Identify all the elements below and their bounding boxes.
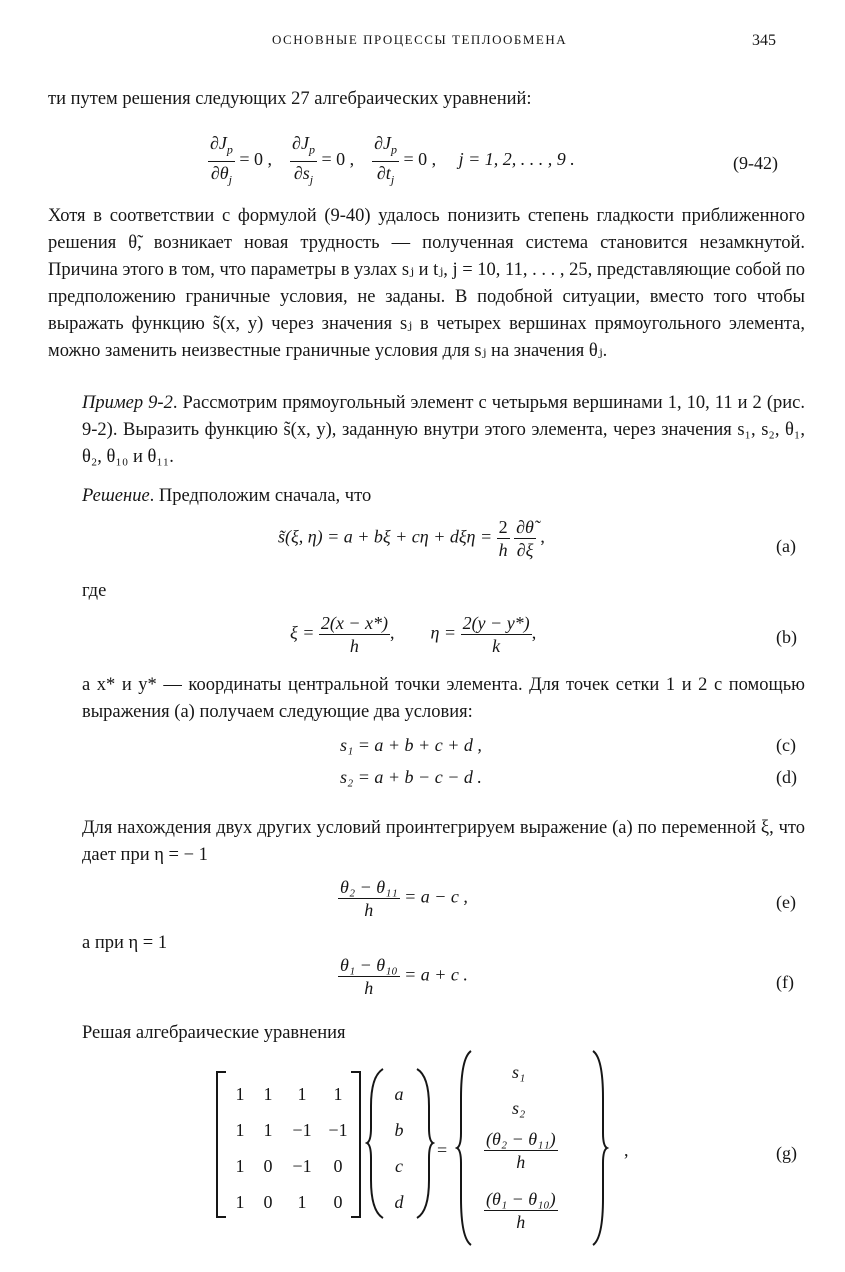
header-title: ОСНОВНЫЕ ПРОЦЕССЫ ТЕПЛООБМЕНА [272,32,568,47]
rhs-theta2-theta11: $\frac{\text{(θ₂ − θ₁₁)}}{h}$ [486,1129,556,1172]
rhs-s2: s₂ [512,1098,526,1118]
left-square-bracket [216,1071,226,1218]
paragraph-2: а x* и y* — координаты центральной точки элемента. Для точек сетки 1 и 2 с помощью выражения (a) получаем следующие два условия: [82,675,805,722]
example-text: . Рассмотрим прямоугольный элемент с четырьмя вершинами 1, 10, 11 и 2 (рис. 9-2). Выразить функцию s̃(x, y), заданную внутри этого элемента, через значения s₁, s₂, θ₁, θ₂, θ₁₀ и θ₁₁. [82,393,805,467]
page-number: 345 [752,32,776,49]
unknown-vector: a b c d [394,1083,404,1212]
solving-text: Решая алгебраические уравнения [82,1023,346,1043]
equation-d: s₂ = a + b − c − d . [340,767,482,787]
equation-tag-f: (f) [776,972,794,992]
paragraph-1: Хотя в соответствии с формулой (9-40) удалось понизить степень гладкости приближенного решения θ̃, возникает новая трудность — полученная система становится незамкнутой. Причина этого в том, что параметры в узлах sⱼ и tⱼ, j = 10, 11, . . . , 25, представляющие собой по предположению граничные условия, не заданы. В подобной ситуации, вместо того чтобы выражать функцию s̃(x, y) через значения sⱼ в четырех вершинах прямоугольного элемента, можно заменить неизвестные граничные условия для sⱼ на значения θⱼ. [48,206,805,361]
coefficient-matrix: 1 1 1 1 1 1 −1 −1 1 0 −1 0 1 0 1 0 [235,1083,348,1212]
rhs-theta1-theta10: $\frac{\text{(θ₁ − θ₁₀)}}{h}$ [486,1189,556,1232]
equation-a: s̃(ξ, η) = a + bξ + cη + dξη = $\frac{2}{h}$ $\frac{\partial\thetã}{\partial\xi}$ , [278,517,545,560]
equation-tag-c: (c) [776,735,796,755]
equation-9-42: $\frac{\partial J_p}{\partial\theta_j}$ = 0 , $\frac{\partial J_p}{\partial s_j}$ = 0 , $\frac{\partial J_p}{\partial t_j}$ = 0 , j = 1, 2, . . . , 9 . [208,132,575,190]
rhs-s1: s₁ [512,1062,526,1082]
fraction-dj-dtheta: $\frac{\partial J_p}{\partial\theta_j}$ [210,133,233,187]
equation-c: s₁ = a + b + c + d , [340,735,482,755]
and-when-text: а при η = 1 [82,933,168,953]
fraction-dj-ds: $\frac{\partial J_p}{\partial s_j}$ [292,133,315,187]
paragraph-3: Для нахождения двух других условий проинтегрируем выражение (a) по переменной ξ, что дает при η = − 1 [82,818,805,865]
equation-tag-d: (d) [776,767,797,787]
trailing-comma: , [624,1140,629,1160]
equation-tag-e: (e) [776,892,796,912]
solution-label: Решение [82,486,150,506]
intro-line: ти путем решения следующих 27 алгебраических уравнений: [48,89,532,109]
solution-intro [82,483,805,510]
equation-tag-b: (b) [776,627,797,647]
equals-sign: = [437,1140,448,1160]
equation-tag-9-42: (9-42) [733,153,778,173]
where-word: где [82,581,107,601]
example-9-2 [82,390,805,471]
index-range: j = 1, 2, . . . , 9 . [458,149,575,170]
solution-text: . Предположим сначала, что [149,486,372,506]
equation-b: ξ = $\frac{2(x - x*)}{h}$ , η = $\frac{2(y - y*)}{k}$ , [290,613,537,656]
equation-tag-a: (a) [776,536,796,556]
equation-e: $\frac{\text{θ₂ − θ₁₁}}{h}$ = a − c , [340,877,468,920]
equation-f: $\frac{\text{θ₁ − θ₁₀}}{h}$ = a + c . [340,955,468,998]
example-label: Пример 9-2 [82,393,173,413]
equation-tag-g: (g) [776,1143,797,1163]
fraction-dj-dt: $\frac{\partial J_p}{\partial t_j}$ [374,133,397,187]
